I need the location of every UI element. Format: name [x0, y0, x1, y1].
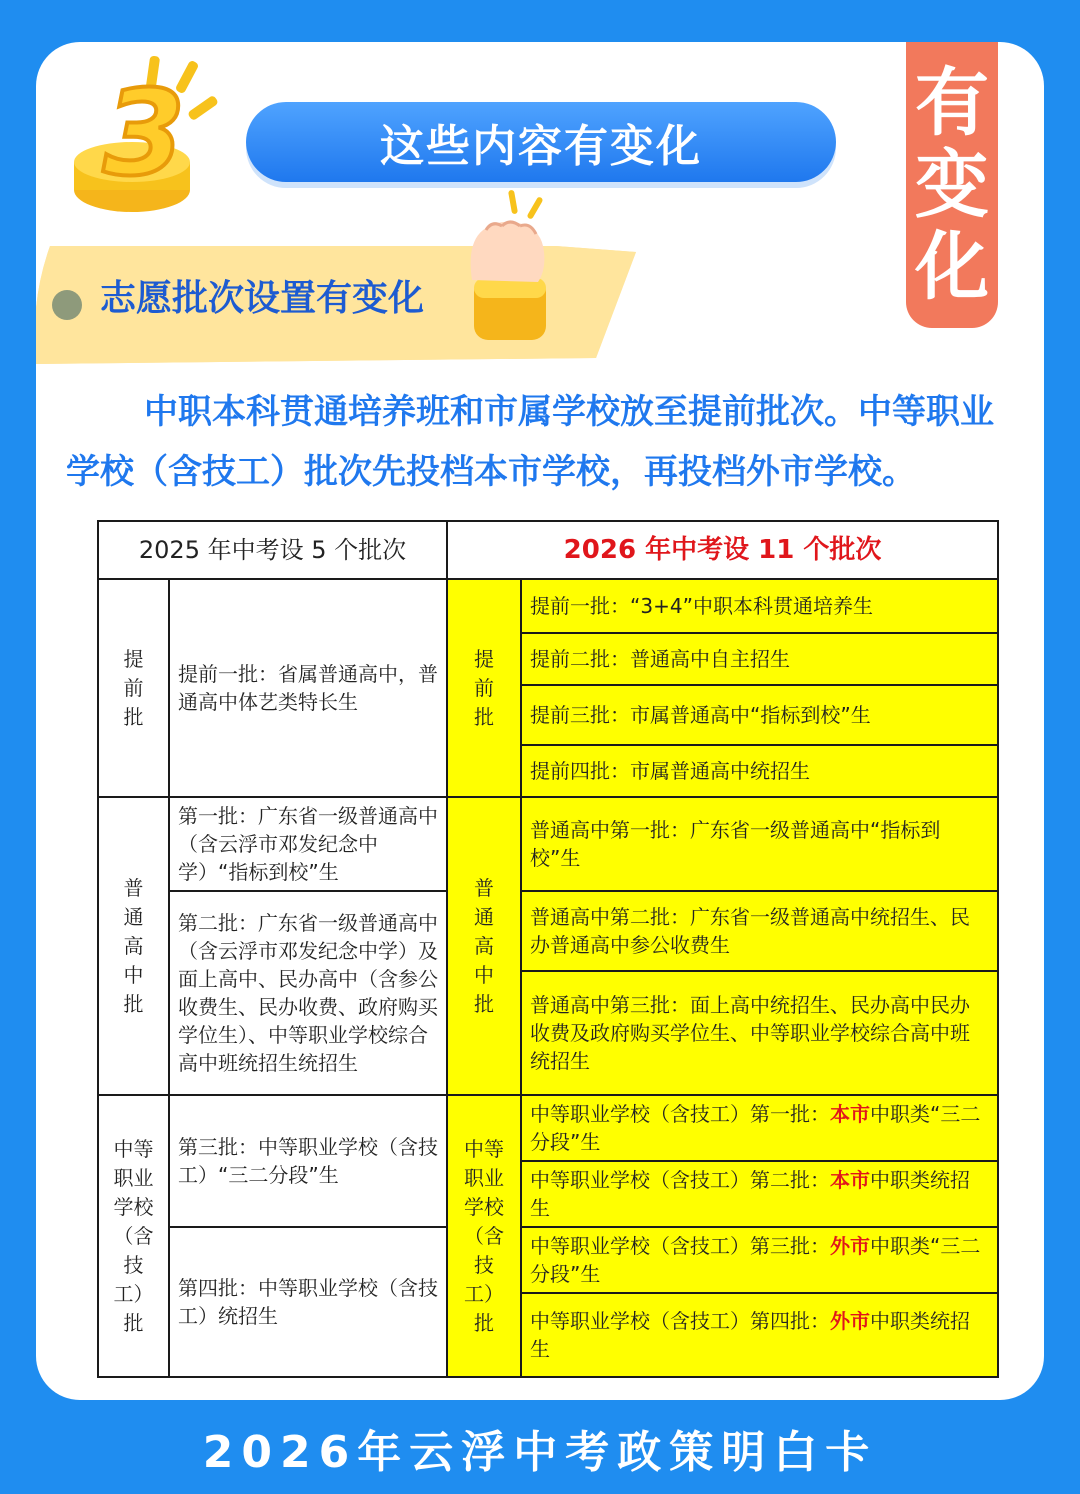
new-general-item: 普通高中第一批：广东省一级普通高中“指标到校”生	[521, 797, 998, 891]
label-char: 普	[474, 875, 495, 900]
new-early-label	[447, 579, 521, 797]
label-char: 批	[123, 1310, 144, 1335]
new-general-item: 普通高中第三批：面上高中统招生、民办高中民办收费及政府购买学位生、中等职业学校综合高中班统招生	[521, 971, 998, 1095]
item-highlight: 外市	[830, 1309, 871, 1333]
label-char: 通	[474, 904, 495, 929]
item-prefix: 中等职业学校（含技工）第三批：	[530, 1234, 831, 1258]
item-prefix: 中等职业学校（含技工）第一批：	[530, 1102, 831, 1126]
label-char: 中等	[464, 1136, 505, 1161]
step-number: 3	[102, 64, 186, 202]
step-number-badge	[70, 52, 230, 222]
old-early-label	[98, 579, 169, 797]
label-char: 批	[474, 1310, 495, 1335]
page-title: 这些内容有变化	[246, 102, 836, 182]
label-char: （含	[113, 1223, 154, 1248]
header-2026: 2026 年中考设 11 个批次	[447, 521, 998, 579]
label-char: 技	[123, 1252, 144, 1277]
new-general-item: 普通高中第二批：广东省一级普通高中统招生、民办普通高中参公收费生	[521, 891, 998, 971]
new-vocational-item	[521, 1227, 998, 1293]
change-tag	[906, 42, 998, 328]
intro-text: 中职本科贯通培养班和市属学校放至提前批次。中等职业学校（含技工）批次先投档本市学校，再投档外市学校。	[66, 392, 994, 492]
item-highlight: 本市	[830, 1168, 871, 1192]
fist-icon	[462, 190, 562, 350]
item-suffix: 中职类“三二分段”生	[530, 1102, 981, 1154]
label-char: 高	[474, 933, 495, 958]
table-row	[98, 797, 998, 891]
old-general-label	[98, 797, 169, 1095]
label-char: （含	[464, 1223, 505, 1248]
item-suffix: 中职类统招生	[530, 1168, 971, 1220]
new-vocational-item	[521, 1095, 998, 1161]
new-early-item: 提前一批：“3+4”中职本科贯通培养生	[521, 579, 998, 633]
new-vocational-item	[521, 1293, 998, 1377]
label-char: 提	[474, 646, 495, 671]
tag-char: 化	[915, 224, 989, 310]
label-char: 通	[123, 904, 144, 929]
table-row	[98, 891, 998, 971]
item-suffix: 中职类统招生	[530, 1309, 971, 1361]
label-char: 学校	[113, 1194, 154, 1219]
header-2025: 2025 年中考设 5 个批次	[98, 521, 447, 579]
item-highlight: 外市	[830, 1234, 871, 1258]
table-row	[98, 1227, 998, 1293]
label-char: 批	[474, 991, 495, 1016]
old-general-item: 第二批：广东省一级普通高中（含云浮市邓发纪念中学）及面上高中、民办高中（含参公收费生、民办收费、政府购买学位生）、中等职业学校综合高中班统招生统招生	[169, 891, 447, 1095]
old-general-item: 第一批：广东省一级普通高中（含云浮市邓发纪念中学）“指标到校”生	[169, 797, 447, 891]
item-prefix: 中等职业学校（含技工）第二批：	[530, 1168, 831, 1192]
label-char: 中	[123, 962, 144, 987]
bullet-dot	[52, 290, 82, 320]
label-char: 工）	[464, 1281, 505, 1306]
label-char: 批	[474, 704, 495, 729]
label-char: 职业	[113, 1165, 154, 1190]
new-early-item: 提前二批：普通高中自主招生	[521, 633, 998, 685]
table-row	[98, 1095, 998, 1161]
old-early-item: 提前一批：省属普通高中，普通高中体艺类特长生	[169, 579, 447, 797]
new-general-label	[447, 797, 521, 1095]
tag-char: 变	[915, 142, 989, 228]
label-char: 中	[474, 962, 495, 987]
subheading: 志愿批次设置有变化	[100, 278, 425, 319]
batch-comparison-table	[97, 520, 999, 1378]
label-char: 普	[123, 875, 144, 900]
footer-title: 2026年云浮中考政策明白卡	[202, 1427, 878, 1478]
new-vocational-label	[447, 1095, 521, 1377]
old-vocational-item: 第三批：中等职业学校（含技工）“三二分段”生	[169, 1095, 447, 1227]
item-highlight: 本市	[830, 1102, 871, 1126]
new-vocational-item	[521, 1161, 998, 1227]
new-early-item: 提前四批：市属普通高中统招生	[521, 745, 998, 797]
label-char: 工）	[113, 1281, 154, 1306]
label-char: 提	[123, 646, 144, 671]
item-prefix: 中等职业学校（含技工）第四批：	[530, 1309, 831, 1333]
table-row	[98, 521, 998, 579]
label-char: 学校	[464, 1194, 505, 1219]
item-suffix: 中职类“三二分段”生	[530, 1234, 981, 1286]
label-char: 批	[123, 991, 144, 1016]
table-row	[98, 579, 998, 633]
label-char: 前	[474, 675, 495, 700]
intro-paragraph	[66, 382, 1026, 502]
label-char: 中等	[113, 1136, 154, 1161]
label-char: 批	[123, 704, 144, 729]
tag-char: 有	[915, 60, 989, 146]
label-char: 前	[123, 675, 144, 700]
label-char: 高	[123, 933, 144, 958]
label-char: 职业	[464, 1165, 505, 1190]
label-char: 技	[474, 1252, 495, 1277]
old-vocational-item: 第四批：中等职业学校（含技工）统招生	[169, 1227, 447, 1377]
new-early-item: 提前三批：市属普通高中“指标到校”生	[521, 685, 998, 745]
old-vocational-label	[98, 1095, 169, 1377]
